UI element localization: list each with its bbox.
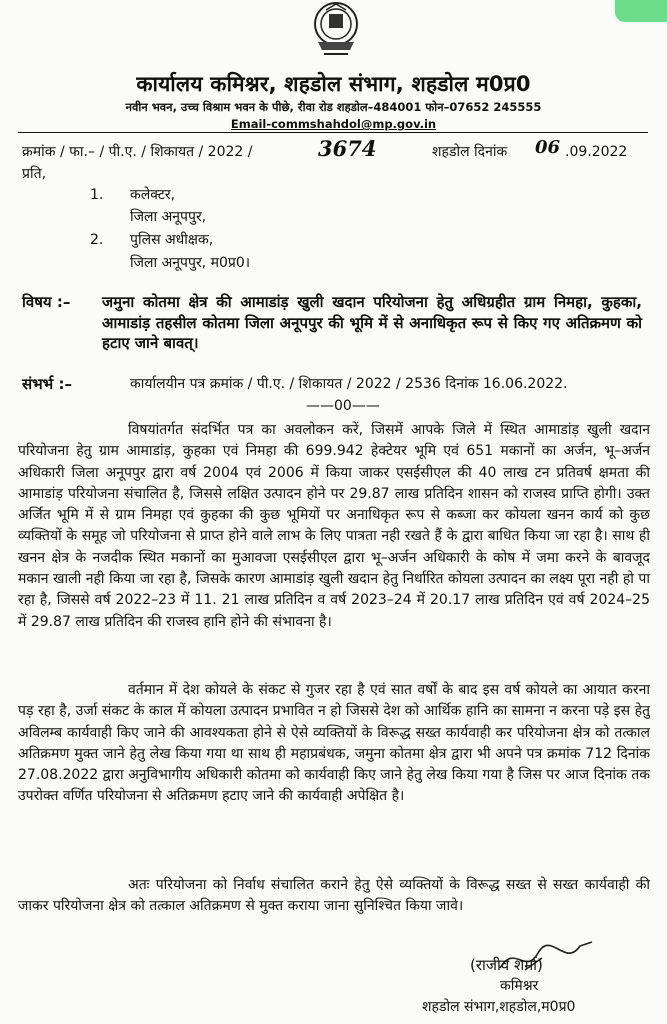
reference-date-suffix: .09.2022 (565, 144, 628, 160)
state-emblem-icon (310, 0, 362, 58)
office-email: Email-commshahdol@mp.gov.in (230, 117, 437, 131)
reference-date-label: शहडोल दिनांक (432, 144, 508, 160)
recipient-2-number: 2. (90, 232, 104, 248)
office-title: कार्यालय कमिश्नर, शहडोल संभाग, शहडोल म0प्र0 (136, 72, 531, 96)
recipient-1-number: 1. (90, 187, 104, 203)
office-address: नवीन भवन, उच्च विश्राम भवन के पीछे, रीवा रोड शहडोल–484001 फोन–07652 245555 (125, 100, 542, 114)
recipient-2-title: पुलिस अधीक्षक, (130, 232, 214, 248)
reference-date-handwritten: 06 (535, 137, 561, 158)
sandarbh-text: कार्यालयीन पत्र क्रमांक / पी.ए. / शिकायत / 2022 / 2536 दिनांक 16.06.2022. (130, 376, 568, 392)
reference-number: क्रमांक / फा.– / पी.ए. / शिकायत / 2022 / (22, 144, 253, 160)
subject-label: विषय :– (22, 293, 71, 311)
separator: ——00—— (306, 398, 380, 414)
body-paragraph-3: अतः परियोजना को निर्वाध संचालित कराने हेतु ऐसे व्यक्तियों के विरूद्ध सख्त से सख्त कार्यवाही की जाकर परियोजना क्षेत्र को तत्काल अतिक्रमण से मुक्त कराया जाना सुनिश्चित किया जावे। (18, 877, 650, 915)
recipient-1-place: जिला अनूपपुर, (130, 209, 207, 225)
prati-label: प्रति, (22, 166, 47, 182)
corner-tab (615, 0, 667, 22)
signatory-designation: कमिश्नर (500, 978, 539, 994)
sandarbh-label: संभर्भ :– (22, 375, 72, 393)
subject-text: जमुना कोतमा क्षेत्र की आमाडांड़ खुली खदान परियोजना हेतु अधिग्रहीत ग्राम निमहा, कुहका, आमाडांड़ तहसील कोतमा जिला अनूपपुर की भूमि में से अनाधिकृत रूप से किए गए अतिक्रमण को हटाए जाने बावत्। (102, 293, 642, 352)
reference-number-handwritten: 3674 (318, 136, 377, 161)
recipient-2-place: जिला अनूपपुर, म0प्र0। (130, 255, 251, 271)
body-paragraph-1: विषयांतर्गत संदर्भित पत्र का अवलोकन करें, जिसमें आपके जिले में स्थित आमाडांड़ खुली खदान परियोजना हेतु ग्राम आमाडांड़, कुहका एवं निमहा की 699.942 हेक्टेयर भूमि एवं 651 मकानों का अर्जन, भू–अर्जन अधिकारी जिला अनूपपुर द्वारा वर्ष 2004 एवं 2006 में किया जाकर एसईसीएल की 40 लाख टन प्रतिवर्ष क्षमता की आमाडांड़ परियोजना संचालित है, जिससे लक्षित उत्पादन होने पर 29.87 लाख प्रतिदिन शासन को राजस्व प्राप्ति होगी। उक्त अर्जित भूमि में से ग्राम निमहा एवं कुहका की कुछ भूमियों पर अनाधिकृत रूप से कब्जा कर कोयला खनन कार्य को कुछ व्यक्तियों के समूह जो परियोजना से प्राप्त होने वाले लाभ के लिए पात्रता नही रखते हैं के द्वारा बाधित किया जा रहा है। साथ ही खनन क्षेत्र के नजदीक स्थित मकानों का मुआवजा एसईसीएल द्वारा भू–अर्जन अधिकारी के कोष में जमा करने के बावजूद मकान खाली नही किया जा रहा है, जिसके कारण आमाडांड़ खुली खदान हेतु निर्धारित कोयला उत्पादन का लक्ष्य पूरा नही हो पा रहा है, जिससे वर्ष 2022–23 में 11. 21 लाख प्रतिदिन व वर्ष 2023–24 में 20.17 लाख प्रतिदिन एवं वर्ष 2024–25 में 29.87 लाख प्रतिदिन की राजस्व हानि होने की संभावना है। (18, 422, 650, 630)
signatory-office: शहडोल संभाग,शहडोल,म0प्र0 (422, 999, 576, 1015)
recipient-1-title: कलेक्टर, (130, 187, 176, 203)
signatory-name: (राजीव शर्मा) (470, 956, 543, 974)
body-paragraph-2: वर्तमान में देश कोयले के संकट से गुजर रहा है एवं सात वर्षों के बाद इस वर्ष कोयले का आयात करना पड़ रहा है, उर्जा संकट के काल में कोयला उत्पादन प्रभावित न हो जिससे देश को आर्थिक हानि का सामना न करना पड़े इस हेतु अविलम्ब कार्यवाही किए जाने की आवश्यकता होने से ऐसे व्यक्तियों के विरूद्ध सख्त कार्यवाही कर परियोजना क्षेत्र को तत्काल अतिक्रमण मुक्त जाने हेतु लेख किया गया था साथ ही महाप्रबंधक, जमुना कोतमा क्षेत्र द्वारा भी अपने पत्र क्रमांक 712 दिनांक 27.08.2022 द्वारा अनुविभागीय अधिकारी कोतमा को कार्यवाही किए जाने हेतु लेख किया गया है जिस पर आज दिनांक तक उपरोक्त वर्णित परियोजना से अतिक्रमण हटाए जाने की कार्यवाही अपेक्षित है। (18, 682, 650, 805)
header-divider (18, 132, 648, 133)
